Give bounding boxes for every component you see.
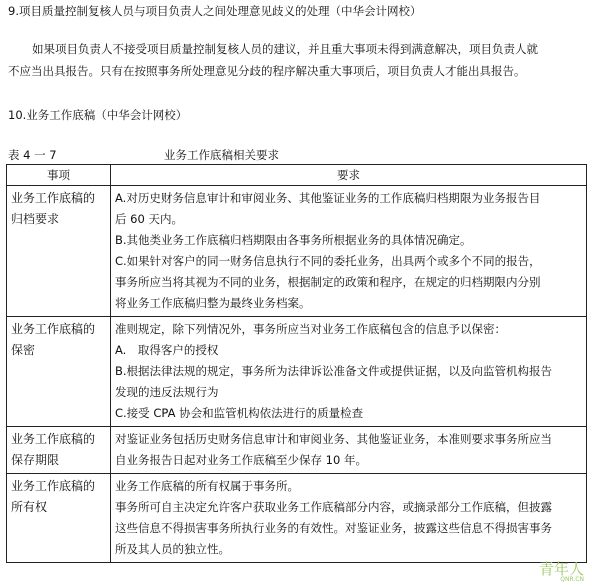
requirement-line: B.根据法律法规的规定，事务所为法律诉讼准备文件或提供证据，以及向监管机构报告	[115, 364, 553, 378]
row-requirement-cell	[111, 474, 587, 563]
table-header-row	[7, 165, 587, 186]
row-item-line: 业务工作底稿的	[11, 479, 96, 493]
row-item-line: 保密	[11, 343, 36, 357]
requirement-line: A.对历史财务信息审计和审阅业务、其他鉴证业务的工作底稿归档期限为业务报告目	[115, 191, 541, 205]
requirement-line: A. 取得客户的授权	[115, 343, 219, 357]
row-item-cell	[7, 317, 111, 427]
requirement-line: 准则规定，除下列情况外，事务所应当对业务工作底稿包含的信息予以保密：	[115, 322, 506, 336]
site-watermark	[524, 562, 584, 584]
requirement-line: 后 60 天内。	[115, 212, 183, 226]
table-title: 业务工作底稿相关要求	[164, 148, 279, 162]
requirement-line: 将业务工作底稿归整为最终业务档案。	[115, 296, 311, 310]
requirement-line: 发现的违反法规行为	[115, 385, 219, 399]
row-item-line: 业务工作底稿的	[11, 191, 96, 205]
row-item-line: 保存期限	[11, 453, 60, 467]
table-row	[7, 317, 587, 427]
requirement-line: 这些信息不得损害事务所执行业务的有效性。对鉴证业务，披露这些信息不得损害事务	[115, 521, 552, 535]
row-item-line: 业务工作底稿的	[11, 322, 96, 336]
section-10-heading: 10.业务工作底稿（中华会计网校）	[8, 108, 188, 122]
requirement-line: 自业务报告日起对业务工作底稿至少保存 10 年。	[115, 453, 367, 467]
row-item-line: 归档要求	[11, 212, 60, 226]
table-label: 表 4 一 7	[8, 148, 57, 162]
table-row	[7, 427, 587, 474]
table-row	[7, 474, 587, 563]
requirement-line: C.如果针对客户的同一财务信息执行不同的委托业务，出具两个或多个不同的报告，	[115, 254, 541, 268]
header-requirement: 要求	[111, 165, 587, 186]
watermark-main: 青年人	[538, 560, 584, 578]
requirement-line: 所及其人员的独立性。	[115, 542, 230, 556]
row-requirement-cell	[111, 317, 587, 427]
section-9-paragraph-line2: 不应当出具报告。只有在按照事务所处理意见分歧的程序解决重大事项后，项目负责人才能出具报告。	[8, 64, 526, 78]
requirement-line: 对鉴证业务包括历史财务信息审计和审阅业务、其他鉴证业务，本准则要求事务所应当	[115, 432, 552, 446]
requirement-line: B.其他类业务工作底稿归档期限由各事务所根据业务的具体情况确定。	[115, 233, 472, 247]
requirement-line: 业务工作底稿的所有权属于事务所。	[115, 479, 299, 493]
row-requirement-cell	[111, 186, 587, 317]
row-item-line: 业务工作底稿的	[11, 432, 96, 446]
watermark-sub: QNR.CN	[560, 576, 584, 583]
row-item-cell	[7, 474, 111, 563]
table-row	[7, 186, 587, 317]
row-requirement-cell	[111, 427, 587, 474]
requirements-table	[6, 164, 587, 563]
row-item-line: 所有权	[11, 500, 48, 514]
requirement-line: C.接受 CPA 协会和监管机构依法进行的质量检查	[115, 406, 364, 420]
row-item-cell	[7, 186, 111, 317]
section-9-heading: 9.项目质量控制复核人员与项目负责人之间处理意见歧义的处理（中华会计网校）	[8, 4, 422, 18]
header-item: 事项	[7, 165, 111, 186]
requirement-line: 事务所应当将其视为不同的业务，根据制定的政策和程序，在规定的归档期限内分别	[115, 275, 541, 289]
requirement-line: 事务所可自主决定允许客户获取业务工作底稿部分内容，或摘录部分工作底稿，但披露	[115, 500, 552, 514]
section-9-paragraph-line1: 如果项目负责人不接受项目质量控制复核人员的建议，并且重大事项未得到满意解决，项目负责人就	[32, 42, 538, 56]
row-item-cell	[7, 427, 111, 474]
